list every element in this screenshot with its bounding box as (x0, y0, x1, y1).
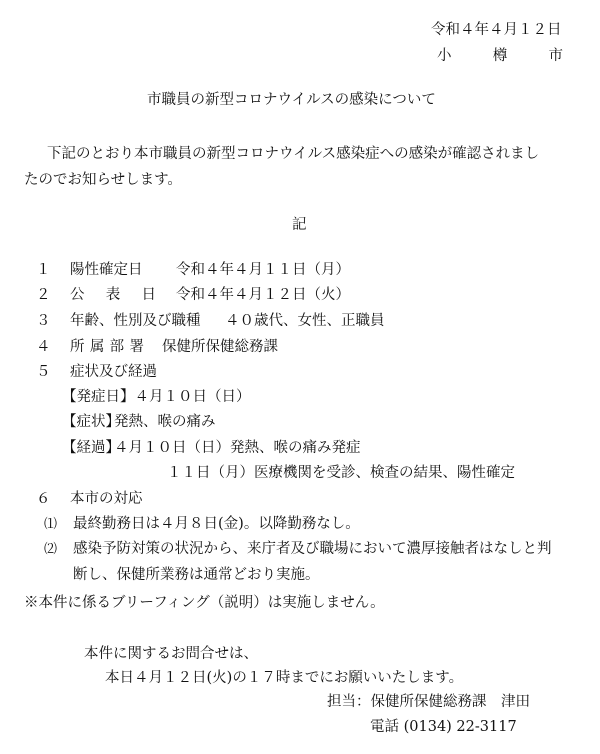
item-department (36, 339, 278, 356)
symptom-course (62, 440, 361, 457)
item-value: 令和４年４月１１日（月） (176, 262, 350, 278)
label-char: 署 (129, 339, 144, 355)
contact-intro: 本件に関するお問合せは、 (84, 646, 258, 662)
symptom-value: ４月１０日（日）発熱、喉の痛み発症 (114, 440, 361, 456)
issuer-name (437, 48, 563, 65)
point-text: 感染予防対策の状況から、来庁者及び職場において濃厚接触者はなしと判 (73, 541, 552, 557)
item-symptoms-heading (36, 364, 157, 381)
label-part: 【症 (62, 414, 91, 430)
document-title: 市職員の新型コロナウイルスの感染について (147, 92, 436, 108)
item-label: 本市の対応 (70, 491, 143, 507)
label-part: 過】 (91, 440, 120, 456)
label-part: 状】 (91, 414, 120, 430)
document-date: 令和４年４月１２日 (431, 22, 562, 38)
label-char: 表 (105, 287, 121, 303)
contact-deadline: 本日４月１２日(火)の１７時までにお願いいたします。 (105, 670, 464, 686)
item-label: 症状及び経過 (70, 364, 157, 380)
item-response-heading (36, 491, 143, 508)
response-point-1 (44, 516, 360, 533)
item-label: 陽性確定日 (70, 262, 143, 278)
label-char: 属 (89, 339, 105, 355)
item-number: ３ (36, 313, 51, 329)
briefing-note: ※本件に係るブリーフィング（説明）は実施しません。 (24, 595, 385, 611)
symptom-value: ４月１０日（日） (134, 389, 251, 405)
item-number: ２ (36, 287, 51, 303)
item-number: ５ (36, 364, 51, 380)
item-demographics (36, 313, 385, 330)
response-point-2 (44, 541, 552, 558)
symptom-label (62, 440, 120, 457)
symptom-symptoms (62, 414, 216, 431)
label-part: 【経 (62, 440, 91, 456)
item-number: １ (36, 262, 51, 278)
issuer-char: 小 (437, 48, 452, 64)
item-label: 年齢、性別及び職種 (70, 313, 201, 329)
contact-person: 担当：保健所保健総務課 津田 (327, 694, 530, 710)
label-char: 日 (141, 287, 156, 303)
item-number: ６ (36, 491, 51, 507)
label-char: 所 (70, 339, 85, 355)
item-value: ４０歳代、女性、正職員 (225, 313, 385, 329)
symptom-course-continued: １１日（月）医療機関を受診、検査の結果、陽性確定 (167, 465, 515, 481)
point-marker: ⑴ (44, 517, 58, 532)
ki-heading: 記 (292, 217, 307, 233)
issuer-char: 樽 (492, 48, 508, 64)
intro-line-2: たのでお知らせします。 (24, 172, 182, 188)
item-value: 保健所保健総務課 (162, 339, 278, 355)
issuer-char: 市 (548, 48, 563, 64)
item-label (70, 339, 144, 356)
item-positive-date (36, 262, 350, 279)
label-char: 公 (70, 287, 85, 303)
symptom-label (62, 414, 120, 431)
contact-phone: 電話 (0134) 22-3117 (370, 719, 517, 735)
item-label (70, 287, 156, 304)
symptom-label: 【発症日】 (62, 389, 135, 405)
label-char: 部 (109, 339, 125, 355)
response-point-2-continued: 断し、保健所業務は通常どおり実施。 (73, 567, 320, 583)
point-text: 最終勤務日は４月８日(金)。以降勤務なし。 (73, 516, 360, 532)
symptom-value: 発熱、喉の痛み (114, 414, 216, 430)
item-announcement-date (36, 287, 350, 304)
point-marker: ⑵ (44, 542, 58, 557)
symptom-onset (62, 389, 251, 406)
item-number: ４ (36, 339, 51, 355)
intro-line-1: 下記のとおり本市職員の新型コロナウイルス感染症への感染が確認されまし (47, 146, 540, 162)
item-value: 令和４年４月１２日（火） (176, 287, 350, 303)
